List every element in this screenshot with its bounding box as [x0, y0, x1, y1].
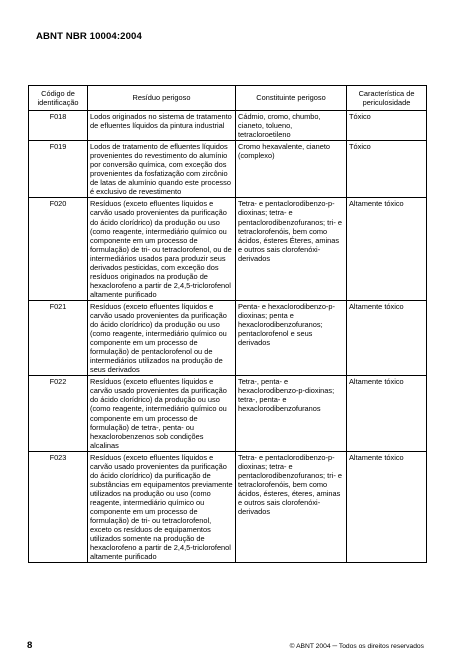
page-number: 8 — [27, 640, 33, 651]
waste-description: Resíduos (exceto efluentes líquidos e carvão usado provenientes da purificação do ácido clorídrico) da produção ou uso (como reagente, intermediário químico ou componente em um processo de formulação) de tetra-, penta- ou hexaclorobenzenos sob condições alcalinas — [88, 376, 236, 451]
waste-description: Lodos de tratamento de efluentes líquidos provenientes do revestimento do alumínio por conversão química, com exceção dos provenientes da fosfatização com zircônio de latas de alumínio quando este processo é exclusivo de revestimento — [88, 141, 236, 198]
hazardous-constituent: Tetra-, penta- e hexaclorodibenzo-p-dioxinas; tetra-, penta- e hexaclorodibenzofuranos — [236, 376, 347, 451]
hazardous-constituent: Tetra- e pentaclorodibenzo-p-dioxinas; tetra- e pentaclorodibenzofuranos; tri- e tetraclorofenóis, bem como ácidos, ésteres Éteres, aminas e outros sais clorofenóxi-derivados — [236, 198, 347, 301]
waste-code: F022 — [29, 376, 88, 451]
copyright-notice: © ABNT 2004 ─ Todos os direitos reservados — [289, 643, 424, 650]
hazardous-constituent: Cádmio, cromo, chumbo, cianeto, tolueno, tetracloroetileno — [236, 111, 347, 141]
waste-code: F020 — [29, 198, 88, 301]
hazard-characteristic: Tóxico — [347, 111, 427, 141]
table-header-row — [29, 86, 427, 111]
hazardous-constituent: Cromo hexavalente, cianeto (complexo) — [236, 141, 347, 198]
table-row — [29, 376, 427, 451]
column-header-constituent: Constituinte perigoso — [236, 86, 347, 111]
table-row — [29, 141, 427, 198]
hazardous-constituent: Penta- e hexaclorodibenzo-p-dioxinas; penta e hexaclorodibenzofuranos; pentaclorofenol e seus derivados — [236, 300, 347, 375]
waste-code: F018 — [29, 111, 88, 141]
hazard-characteristic: Altamente tóxico — [347, 451, 427, 563]
waste-description: Resíduos (exceto efluentes líquidos e carvão usado provenientes da purificação do ácido clorídrico) da produção ou uso (como reagente, intermediário químico ou componente em um processo de formulação) de pentaclorofenol ou de intermediários utilizados na produção de seus derivados — [88, 300, 236, 375]
waste-description: Lodos originados no sistema de tratamento de efluentes líquidos da pintura industrial — [88, 111, 236, 141]
hazard-characteristic: Tóxico — [347, 141, 427, 198]
table-row — [29, 198, 427, 301]
waste-code: F021 — [29, 300, 88, 375]
hazardous-waste-table — [28, 85, 427, 563]
waste-code: F023 — [29, 451, 88, 563]
waste-code: F019 — [29, 141, 88, 198]
document-title: ABNT NBR 10004:2004 — [36, 31, 142, 42]
hazard-characteristic: Altamente tóxico — [347, 300, 427, 375]
column-header-code: Código de identificação — [29, 86, 88, 111]
hazardous-constituent: Tetra- e pentaclorodibenzo-p-dioxinas; tetra- e pentaclorodibenzofuranos; tri- e tetraclorofenóis, bem como ácidos, ésteres, éteres, aminas e outros sais clorofenóxi-derivados — [236, 451, 347, 563]
column-header-hazard: Característica de periculosidade — [347, 86, 427, 111]
table-row — [29, 111, 427, 141]
table-row — [29, 300, 427, 375]
hazard-characteristic: Altamente tóxico — [347, 376, 427, 451]
table-row — [29, 451, 427, 563]
column-header-waste: Resíduo perigoso — [88, 86, 236, 111]
hazard-characteristic: Altamente tóxico — [347, 198, 427, 301]
waste-description: Resíduos (exceto efluentes líquidos e carvão usado provenientes da purificação do ácido clorídrico) da produção ou uso (como reagente, intermediário químico ou componente em um processo de formulação) de tri- ou tetraclorofenol, ou de intermediários usados para produzir seus derivados pesticidas, com exceção dos resíduos originados na produção de hexaclorofeno a partir de 2,4,5-triclorofenol altamente purificado — [88, 198, 236, 301]
waste-description: Resíduos (exceto efluentes líquidos e carvão usado provenientes da purificação do ácido clorídrico) da purificação de substâncias em equipamentos previamente utilizados na produção ou uso (como reagente, intermediário químico ou componente em um processo de formulação) de tri- ou tetraclorofenol, exceto os resíduos de equipamentos utilizados somente na produção de hexaclorofeno a partir de 2,4,5-triclorofenol altamente purificado — [88, 451, 236, 563]
